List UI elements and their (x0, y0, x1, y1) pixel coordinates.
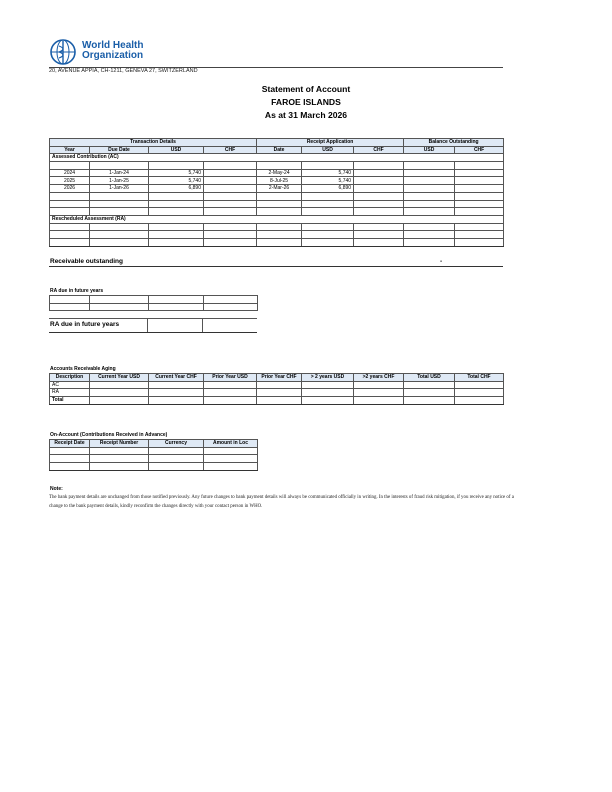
due-date-cell: 1-Jan-25 (90, 177, 149, 185)
balance-usd-cell (404, 169, 455, 177)
table-row (50, 208, 504, 216)
table-row (50, 303, 258, 311)
column-header-row (50, 146, 504, 154)
col-header: CHF (204, 146, 257, 154)
col-header: Receipt Date (50, 440, 90, 448)
receipt-date-cell: 8-Jul-25 (257, 177, 302, 185)
receivable-outstanding-label: Receivable outstanding (50, 258, 123, 265)
statement-title: Statement of Account (261, 84, 351, 94)
chf-cell (204, 169, 257, 177)
receipt-date-cell: 2-Mar-26 (257, 185, 302, 193)
table-row (50, 381, 504, 389)
onaccount-table (49, 439, 258, 471)
balance-outstanding-header: Balance Outstanding (404, 139, 504, 147)
col-header: Receipt Number (90, 440, 149, 448)
receipt-chf-cell (354, 185, 404, 193)
table-row (50, 238, 504, 246)
chf-cell (204, 177, 257, 185)
col-header: USD (404, 146, 455, 154)
table-row (50, 447, 258, 455)
table-row (50, 223, 504, 231)
col-header: Date (257, 146, 302, 154)
col-header: Prior Year CHF (257, 374, 302, 382)
future-ra-total-label: RA due in future years (50, 321, 120, 328)
address: 20, AVENUE APPIA, CH-1211, GENEVA 27, SWITZERLAND (49, 68, 198, 74)
year-cell: 2024 (50, 169, 90, 177)
col-header: USD (149, 146, 204, 154)
col-header: Amount in Loc (204, 440, 258, 448)
due-date-cell: 1-Jan-26 (90, 185, 149, 193)
usd-cell: 5,740 (149, 169, 204, 177)
usd-cell: 6,890 (149, 185, 204, 193)
balance-chf-cell (455, 185, 504, 193)
usd-cell: 5,740 (149, 177, 204, 185)
col-header: USD (302, 146, 354, 154)
receivable-outstanding-value: - (440, 258, 443, 265)
rescheduled-label: Rescheduled Assessment (RA) (50, 215, 504, 223)
col-header: CHF (354, 146, 404, 154)
table-row (50, 200, 504, 208)
group-header-row (50, 139, 504, 147)
balance-chf-cell (455, 177, 504, 185)
receipt-usd-cell: 6,890 (302, 185, 354, 193)
col-header: Due Date (90, 146, 149, 154)
assessed-section-row (50, 154, 504, 162)
receipt-date-cell: 2-May-24 (257, 169, 302, 177)
note-label: Note: (50, 486, 63, 492)
balance-chf-cell (455, 169, 504, 177)
onaccount-label: On-Account (Contributions Received in Advance) (50, 432, 168, 438)
col-header: Currency (149, 440, 204, 448)
col-header: Current Year USD (90, 374, 149, 382)
table-row (50, 397, 504, 405)
rescheduled-section-row (50, 215, 504, 223)
col-header: > 2 years USD (302, 374, 354, 382)
col-header: Total USD (404, 374, 455, 382)
col-header: CHF (455, 146, 504, 154)
receipt-application-header: Receipt Application (257, 139, 404, 147)
org-name: World Health Organization (82, 40, 144, 61)
statement-date: As at 31 March 2026 (264, 110, 348, 120)
statement-table (49, 138, 504, 247)
future-ra-table (49, 295, 258, 311)
country-name: FAROE ISLANDS (271, 97, 341, 107)
due-date-cell: 1-Jan-24 (90, 169, 149, 177)
receipt-chf-cell (354, 169, 404, 177)
aging-label: Accounts Receivable Aging (50, 366, 116, 372)
aging-table (49, 373, 504, 405)
aging-desc-cell: AC (50, 381, 90, 389)
receipt-usd-cell: 5,740 (302, 177, 354, 185)
col-header: Description (50, 374, 90, 382)
aging-total-cell: Total (50, 397, 90, 405)
receipt-usd-cell: 5,740 (302, 169, 354, 177)
assessed-label: Assessed Contribution (AC) (50, 154, 504, 162)
col-header: Prior Year USD (204, 374, 257, 382)
col-header: Total CHF (455, 374, 504, 382)
table-row (50, 455, 258, 463)
balance-usd-cell (404, 177, 455, 185)
balance-usd-cell (404, 185, 455, 193)
year-cell: 2025 (50, 177, 90, 185)
table-row (50, 296, 258, 304)
onaccount-header-row (50, 440, 258, 448)
transaction-details-header: Transaction Details (50, 139, 257, 147)
col-header: Current Year CHF (149, 374, 204, 382)
table-row (50, 177, 504, 185)
note-text: The bank payment details are unchanged from those notified previously. Any future changes to bank payment details will always be communicated officially in writing. In the interests of fraud risk mitigation, if you receive any notice of a change to the bank payment details, kindly reconfirm the changes directly with your contact person in WHO. (49, 495, 514, 509)
future-ra-total-box (49, 318, 257, 333)
aging-desc-cell: RA (50, 389, 90, 397)
table-row (50, 169, 504, 177)
table-row (50, 192, 504, 200)
receivable-rule (49, 266, 503, 267)
col-header: >2 years CHF (354, 374, 404, 382)
table-row (50, 463, 258, 471)
chf-cell (204, 185, 257, 193)
col-header: Year (50, 146, 90, 154)
table-row (50, 162, 504, 170)
receipt-chf-cell (354, 177, 404, 185)
table-row (50, 389, 504, 397)
future-ra-label: RA due in future years (50, 288, 104, 294)
table-row (50, 185, 504, 193)
table-row (50, 231, 504, 239)
year-cell: 2026 (50, 185, 90, 193)
aging-header-row (50, 374, 504, 382)
